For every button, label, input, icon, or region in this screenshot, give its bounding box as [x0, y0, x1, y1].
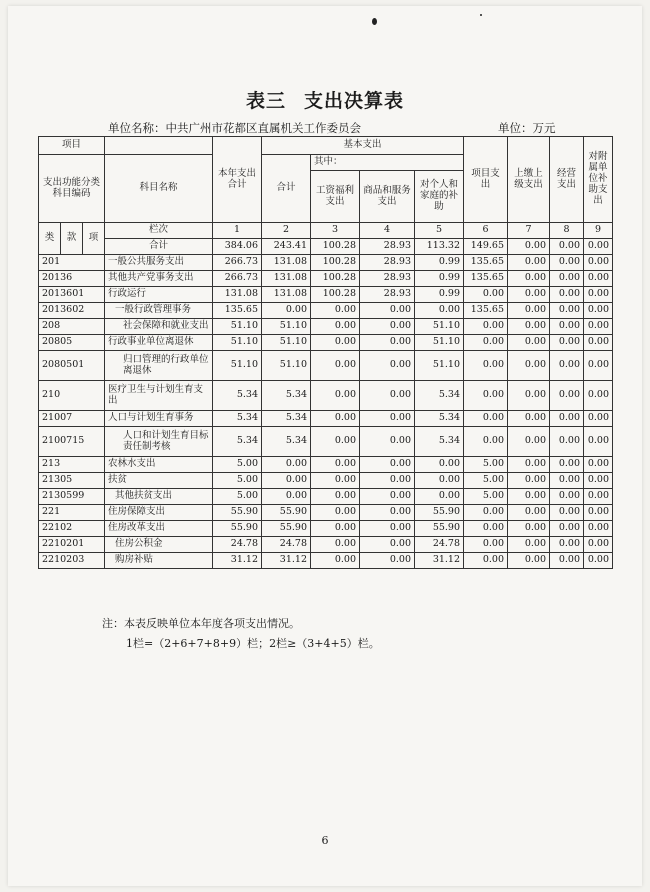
row-value: 0.00: [508, 473, 550, 489]
row-code: 20136: [39, 271, 105, 287]
row-value: 0.00: [584, 553, 613, 569]
table-row: [39, 303, 613, 319]
row-value: 0.00: [415, 489, 464, 505]
row-value: 0.00: [311, 319, 360, 335]
row-value: 0.00: [550, 473, 584, 489]
expenditure-table: [38, 136, 613, 569]
row-value: 0.00: [311, 427, 360, 457]
row-code: 2100715: [39, 427, 105, 457]
table-row: [39, 457, 613, 473]
row-value: 0.00: [360, 473, 415, 489]
row-subject-name: 医疗卫生与计划生育支出: [105, 381, 213, 411]
row-value: 135.65: [464, 271, 508, 287]
total-value: 100.28: [311, 239, 360, 255]
header-project: 项目: [39, 137, 105, 155]
header-kuan: 款: [61, 223, 83, 255]
row-value: 0.00: [584, 489, 613, 505]
header-goods: 商品和服务支出: [360, 171, 415, 223]
row-code: 2080501: [39, 351, 105, 381]
row-value: 5.34: [415, 427, 464, 457]
table-row: [39, 287, 613, 303]
row-value: 131.08: [213, 287, 262, 303]
row-value: 100.28: [311, 287, 360, 303]
row-subject-name: 行政运行: [105, 287, 213, 303]
notes: [102, 614, 380, 654]
row-value: 0.00: [464, 505, 508, 521]
row-value: 0.00: [311, 457, 360, 473]
row-value: 5.34: [415, 381, 464, 411]
header-xiang: 项: [83, 223, 105, 255]
row-value: 0.00: [550, 303, 584, 319]
row-value: 0.99: [415, 255, 464, 271]
col-number: 2: [262, 223, 311, 239]
row-value: 0.00: [584, 521, 613, 537]
row-subject-name: 一般公共服务支出: [105, 255, 213, 271]
total-value: 0.00: [508, 239, 550, 255]
row-value: 0.00: [584, 537, 613, 553]
row-value: 0.00: [360, 505, 415, 521]
table-row: [39, 489, 613, 505]
row-value: 0.00: [311, 381, 360, 411]
header-of-which: 其中：: [311, 155, 464, 171]
table-row: [39, 319, 613, 335]
row-value: 0.00: [508, 457, 550, 473]
row-subject-name: 住房改革支出: [105, 521, 213, 537]
row-value: 0.00: [360, 351, 415, 381]
row-value: 0.00: [550, 553, 584, 569]
table-row: [39, 255, 613, 271]
header-subsidy: 对附属单位补助支出: [584, 137, 613, 223]
total-label: 合计: [105, 239, 213, 255]
scan-speck: [480, 14, 482, 16]
header-project-exp: 项目支出: [464, 137, 508, 223]
row-code: 2013602: [39, 303, 105, 319]
row-value: 5.00: [464, 457, 508, 473]
table-row: [39, 427, 613, 457]
row-value: 0.00: [550, 319, 584, 335]
row-value: 24.78: [213, 537, 262, 553]
row-value: 0.00: [508, 427, 550, 457]
row-value: 28.93: [360, 255, 415, 271]
row-value: 24.78: [262, 537, 311, 553]
row-value: 0.00: [584, 411, 613, 427]
row-code: 2210201: [39, 537, 105, 553]
row-value: 28.93: [360, 271, 415, 287]
header-salary: 工资福利支出: [311, 171, 360, 223]
row-value: 0.00: [550, 287, 584, 303]
row-value: 0.00: [584, 351, 613, 381]
row-value: 0.00: [464, 537, 508, 553]
unit-label: 单位：万元: [498, 121, 556, 135]
table-row: [39, 505, 613, 521]
row-value: 0.00: [311, 489, 360, 505]
row-value: 5.00: [464, 489, 508, 505]
header-basic: 基本支出: [262, 137, 464, 155]
row-value: 0.00: [360, 553, 415, 569]
row-value: 0.00: [464, 521, 508, 537]
row-value: 0.00: [360, 303, 415, 319]
row-value: 55.90: [213, 521, 262, 537]
row-value: 55.90: [415, 505, 464, 521]
row-code: 21007: [39, 411, 105, 427]
row-value: 0.00: [508, 303, 550, 319]
total-value: 149.65: [464, 239, 508, 255]
row-code: 22102: [39, 521, 105, 537]
row-subject-name: 人口和计划生育目标责任制考核: [105, 427, 213, 457]
row-value: 0.00: [550, 427, 584, 457]
row-value: 5.00: [213, 489, 262, 505]
table-row: [39, 473, 613, 489]
row-value: 0.00: [360, 411, 415, 427]
row-value: 0.00: [550, 521, 584, 537]
row-value: 0.99: [415, 271, 464, 287]
row-value: 0.00: [584, 473, 613, 489]
row-value: 0.00: [360, 427, 415, 457]
header-func-code: 支出功能分类科目编码: [39, 155, 105, 223]
total-row: [39, 239, 613, 255]
row-value: 24.78: [415, 537, 464, 553]
row-value: 0.00: [311, 537, 360, 553]
header-lei: 类: [39, 223, 61, 255]
row-value: 31.12: [415, 553, 464, 569]
total-value: 384.06: [213, 239, 262, 255]
row-value: 0.00: [464, 381, 508, 411]
row-value: 5.34: [262, 411, 311, 427]
header-subject-name: 科目名称: [105, 155, 213, 223]
row-subject-name: 行政事业单位离退休: [105, 335, 213, 351]
row-value: 5.34: [262, 427, 311, 457]
col-number: 6: [464, 223, 508, 239]
column-number-row: [39, 223, 613, 239]
row-value: 51.10: [213, 319, 262, 335]
col-number: 7: [508, 223, 550, 239]
row-code: 20805: [39, 335, 105, 351]
row-value: 0.00: [508, 489, 550, 505]
row-value: 0.00: [311, 335, 360, 351]
header-business: 经营支出: [550, 137, 584, 223]
row-value: 31.12: [262, 553, 311, 569]
row-value: 0.00: [584, 303, 613, 319]
row-subject-name: 住房保障支出: [105, 505, 213, 521]
unit-name: 单位名称：中共广州市花都区直属机关工作委员会: [108, 121, 361, 135]
header-lanci: 栏次: [105, 223, 213, 239]
row-value: 0.00: [584, 335, 613, 351]
row-value: 0.99: [415, 287, 464, 303]
row-value: 0.00: [584, 255, 613, 271]
row-value: 5.00: [213, 473, 262, 489]
row-value: 135.65: [464, 255, 508, 271]
row-value: 0.00: [550, 381, 584, 411]
row-value: 0.00: [464, 351, 508, 381]
row-value: 0.00: [360, 381, 415, 411]
row-code: 208: [39, 319, 105, 335]
table-row: [39, 537, 613, 553]
row-value: 0.00: [311, 553, 360, 569]
row-value: 0.00: [262, 457, 311, 473]
row-subject-name: 住房公积金: [105, 537, 213, 553]
row-value: 0.00: [262, 489, 311, 505]
row-value: 0.00: [550, 271, 584, 287]
row-value: 0.00: [508, 411, 550, 427]
total-value: 0.00: [584, 239, 613, 255]
total-value: 113.32: [415, 239, 464, 255]
row-value: 51.10: [415, 351, 464, 381]
row-value: 0.00: [584, 381, 613, 411]
row-subject-name: 人口与计划生育事务: [105, 411, 213, 427]
page-number: 6: [321, 834, 329, 847]
row-value: 0.00: [550, 505, 584, 521]
row-code: 210: [39, 381, 105, 411]
row-value: 0.00: [584, 287, 613, 303]
row-value: 0.00: [464, 335, 508, 351]
row-value: 51.10: [213, 351, 262, 381]
row-value: 0.00: [360, 521, 415, 537]
row-value: 0.00: [584, 505, 613, 521]
row-value: 135.65: [464, 303, 508, 319]
row-value: 5.34: [213, 381, 262, 411]
row-subject-name: 其他共产党事务支出: [105, 271, 213, 287]
row-value: 51.10: [415, 319, 464, 335]
row-value: 0.00: [262, 303, 311, 319]
row-subject-name: 扶贫: [105, 473, 213, 489]
row-subject-name: 归口管理的行政单位离退休: [105, 351, 213, 381]
table-row: [39, 521, 613, 537]
row-value: 5.34: [415, 411, 464, 427]
row-value: 0.00: [464, 319, 508, 335]
row-value: 0.00: [415, 457, 464, 473]
row-value: 0.00: [311, 473, 360, 489]
col-number: 5: [415, 223, 464, 239]
note-formula: 1栏=（2+6+7+8+9）栏；2栏≥（3+4+5）栏。: [126, 637, 380, 650]
row-value: 0.00: [508, 521, 550, 537]
row-value: 0.00: [584, 271, 613, 287]
row-value: 0.00: [508, 335, 550, 351]
row-value: 51.10: [262, 335, 311, 351]
row-value: 100.28: [311, 255, 360, 271]
row-value: 0.00: [508, 381, 550, 411]
table-row: [39, 335, 613, 351]
row-value: 0.00: [360, 457, 415, 473]
header-remit: 上缴上级支出: [508, 137, 550, 223]
row-value: 0.00: [415, 303, 464, 319]
row-value: 5.00: [213, 457, 262, 473]
table-row: [39, 411, 613, 427]
header-personal: 对个人和家庭的补助: [415, 171, 464, 223]
row-value: 0.00: [550, 351, 584, 381]
row-value: 5.34: [262, 381, 311, 411]
row-subject-name: 社会保障和就业支出: [105, 319, 213, 335]
col-number: 4: [360, 223, 415, 239]
row-value: 51.10: [262, 351, 311, 381]
row-value: 0.00: [311, 351, 360, 381]
row-value: 131.08: [262, 287, 311, 303]
page-title: [0, 86, 650, 113]
row-code: 221: [39, 505, 105, 521]
row-value: 0.00: [508, 255, 550, 271]
row-value: 0.00: [508, 351, 550, 381]
title-table-number: 表三: [245, 90, 286, 112]
row-value: 0.00: [415, 473, 464, 489]
row-value: 0.00: [550, 411, 584, 427]
row-subject-name: 农林水支出: [105, 457, 213, 473]
header-total: 本年支出合计: [213, 137, 262, 223]
row-value: 0.00: [584, 427, 613, 457]
row-value: 0.00: [550, 537, 584, 553]
row-code: 213: [39, 457, 105, 473]
row-subject-name: 购房补贴: [105, 553, 213, 569]
table-row: [39, 381, 613, 411]
row-value: 55.90: [262, 521, 311, 537]
total-value: 243.41: [262, 239, 311, 255]
total-value: 0.00: [550, 239, 584, 255]
row-subject-name: 其他扶贫支出: [105, 489, 213, 505]
table-row: [39, 553, 613, 569]
row-value: 0.00: [508, 319, 550, 335]
row-code: 2013601: [39, 287, 105, 303]
row-value: 0.00: [550, 335, 584, 351]
row-value: 5.34: [213, 411, 262, 427]
row-code: 201: [39, 255, 105, 271]
col-number: 8: [550, 223, 584, 239]
row-value: 0.00: [311, 303, 360, 319]
row-value: 51.10: [415, 335, 464, 351]
header-basic-total: 合计: [262, 155, 311, 223]
table-row: [39, 271, 613, 287]
row-value: 51.10: [262, 319, 311, 335]
scan-speck: [372, 18, 377, 25]
row-value: 5.34: [213, 427, 262, 457]
row-value: 0.00: [464, 287, 508, 303]
row-value: 0.00: [360, 335, 415, 351]
row-value: 0.00: [311, 505, 360, 521]
row-value: 135.65: [213, 303, 262, 319]
row-code: 2210203: [39, 553, 105, 569]
row-value: 28.93: [360, 287, 415, 303]
row-value: 0.00: [360, 319, 415, 335]
row-value: 0.00: [550, 489, 584, 505]
row-value: 0.00: [508, 553, 550, 569]
row-value: 55.90: [415, 521, 464, 537]
row-value: 0.00: [360, 489, 415, 505]
row-value: 266.73: [213, 255, 262, 271]
row-value: 0.00: [360, 537, 415, 553]
col-number: 3: [311, 223, 360, 239]
note-line: 注：本表反映单位本年度各项支出情况。: [102, 617, 300, 630]
row-subject-name: 一般行政管理事务: [105, 303, 213, 319]
row-value: 0.00: [508, 537, 550, 553]
row-value: 0.00: [464, 427, 508, 457]
row-value: 0.00: [508, 271, 550, 287]
row-value: 131.08: [262, 271, 311, 287]
row-value: 0.00: [508, 287, 550, 303]
total-value: 28.93: [360, 239, 415, 255]
table-row: [39, 351, 613, 381]
row-value: 0.00: [464, 553, 508, 569]
col-number: 9: [584, 223, 613, 239]
row-value: 55.90: [262, 505, 311, 521]
row-value: 0.00: [262, 473, 311, 489]
row-value: 131.08: [262, 255, 311, 271]
row-value: 0.00: [550, 457, 584, 473]
row-value: 0.00: [508, 505, 550, 521]
title-text: 支出决算表: [304, 90, 405, 112]
row-value: 0.00: [311, 521, 360, 537]
row-value: 0.00: [584, 319, 613, 335]
row-value: 100.28: [311, 271, 360, 287]
row-code: 21305: [39, 473, 105, 489]
header-blank: [105, 137, 213, 155]
row-value: 0.00: [550, 255, 584, 271]
row-code: 2130599: [39, 489, 105, 505]
row-value: 31.12: [213, 553, 262, 569]
row-value: 55.90: [213, 505, 262, 521]
row-value: 0.00: [584, 457, 613, 473]
row-value: 5.00: [464, 473, 508, 489]
row-value: 51.10: [213, 335, 262, 351]
col-number: 1: [213, 223, 262, 239]
row-value: 0.00: [464, 411, 508, 427]
row-value: 266.73: [213, 271, 262, 287]
header-row: [39, 137, 613, 155]
row-value: 0.00: [311, 411, 360, 427]
